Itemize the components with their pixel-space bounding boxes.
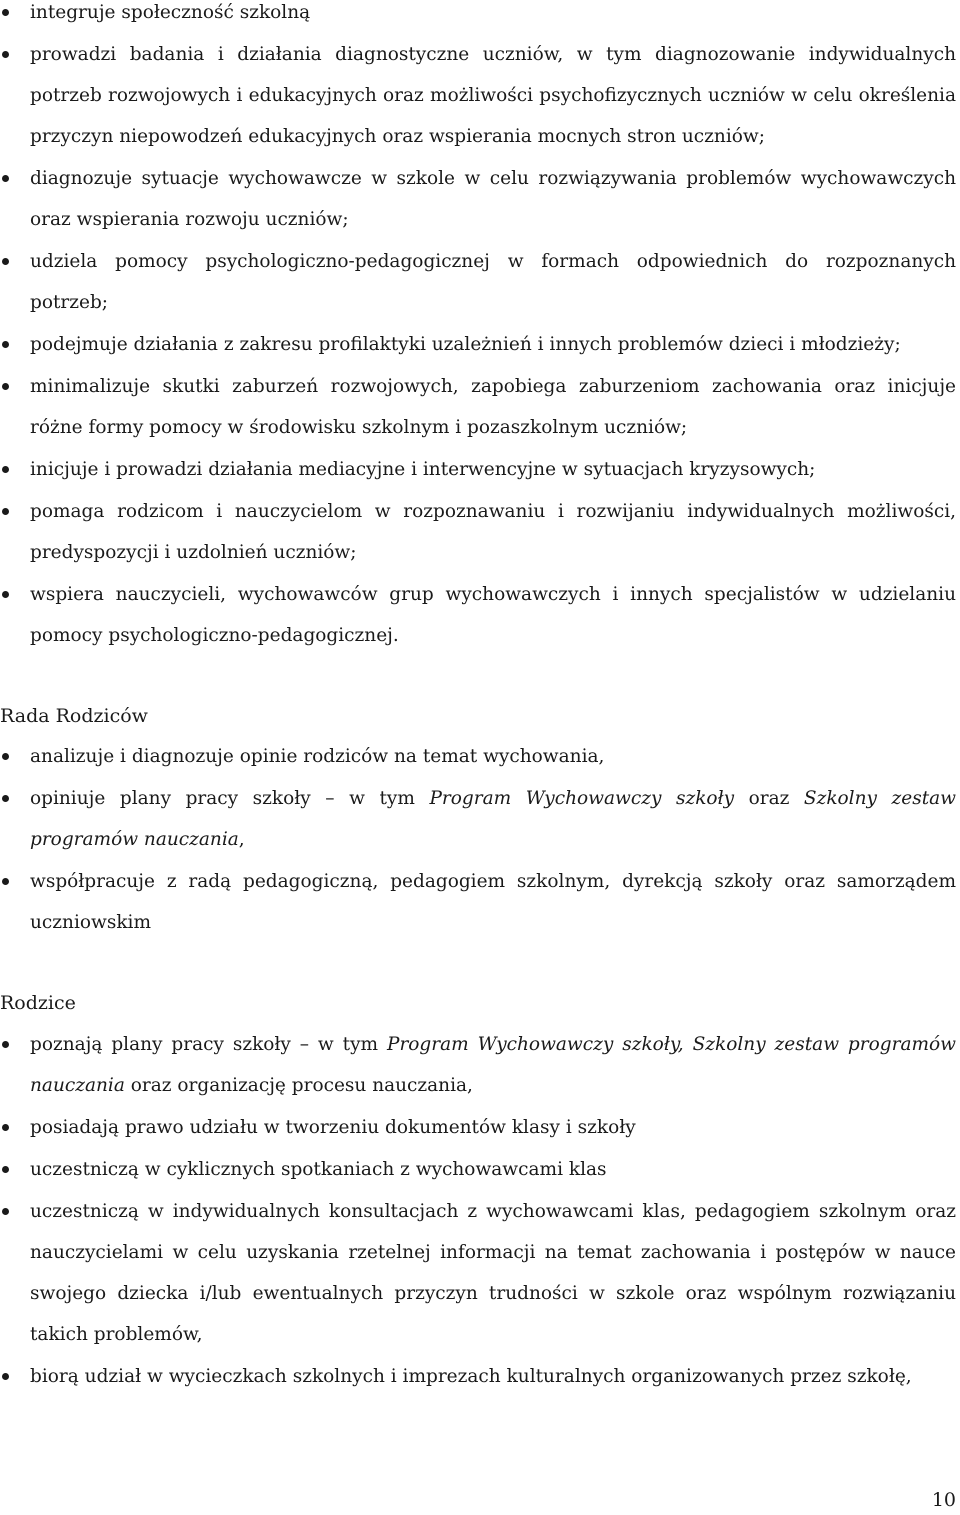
italic-title: Szkolny zestaw programów nauczania xyxy=(30,788,956,850)
list-item: wspiera nauczycieli, wychowawców grup wychowawczych i innych specjalistów w udzielaniu pomocy psychologiczno-pedagogicznej. xyxy=(0,574,960,656)
italic-title: Program Wychowawczy szkoły, Szkolny zestaw programów nauczania xyxy=(30,1034,956,1096)
list-item: pomaga rodzicom i nauczycielom w rozpoznawaniu i rozwijaniu indywidualnych możliwości, predyspozycji i uzdolnień uczniów; xyxy=(0,491,960,573)
rodzice-list xyxy=(0,1024,960,1398)
list-item: biorą udział w wycieczkach szkolnych i imprezach kulturalnych organizowanych przez szkołę, xyxy=(0,1356,960,1397)
list-item: udziela pomocy psychologiczno-pedagogicznej w formach odpowiednich do rozpoznanych potrzeb; xyxy=(0,241,960,323)
list-item: prowadzi badania i działania diagnostyczne uczniów, w tym diagnozowanie indywidualnych potrzeb rozwojowych i edukacyjnych oraz możliwości psychofizycznych uczniów w celu określenia przyczyn niepowodzeń edukacyjnych oraz wspierania mocnych stron uczniów; xyxy=(0,34,960,157)
list-item: inicjuje i prowadzi działania mediacyjne i interwencyjne w sytuacjach kryzysowych; xyxy=(0,449,960,490)
page-number: 10 xyxy=(931,1489,956,1511)
section-heading-rodzice: Rodzice xyxy=(0,992,76,1014)
section-heading-rada-rodzicow: Rada Rodziców xyxy=(0,705,148,727)
list-item: uczestniczą w cyklicznych spotkaniach z wychowawcami klas xyxy=(0,1149,960,1190)
list-item: podejmuje działania z zakresu profilaktyki uzależnień i innych problemów dzieci i młodzieży; xyxy=(0,324,960,365)
list-item: uczestniczą w indywidualnych konsultacjach z wychowawcami klas, pedagogiem szkolnym oraz nauczycielami w celu uzyskania rzetelnej informacji na temat zachowania i postępów w nauce swojego dziecka i/lub ewentualnych przyczyn trudności w szkole oraz wspólnym rozwiązaniu takich problemów, xyxy=(0,1191,960,1355)
list-item: analizuje i diagnozuje opinie rodziców na temat wychowania, xyxy=(0,736,960,777)
list-item: posiadają prawo udziału w tworzeniu dokumentów klasy i szkoły xyxy=(0,1107,960,1148)
list-item: integruje społeczność szkolną xyxy=(0,0,960,33)
list-item: opiniuje plany pracy szkoły – w tym Program Wychowawczy szkoły oraz Szkolny zestaw programów nauczania, xyxy=(0,778,960,860)
list-item: minimalizuje skutki zaburzeń rozwojowych, zapobiega zaburzeniom zachowania oraz inicjuje różne formy pomocy w środowisku szkolnym i pozaszkolnym uczniów; xyxy=(0,366,960,448)
italic-title: Program Wychowawczy szkoły xyxy=(429,788,735,809)
list-item: poznają plany pracy szkoły – w tym Program Wychowawczy szkoły, Szkolny zestaw programów nauczania oraz organizację procesu nauczania, xyxy=(0,1024,960,1106)
list-item: współpracuje z radą pedagogiczną, pedagogiem szkolnym, dyrekcją szkoły oraz samorządem uczniowskim xyxy=(0,861,960,943)
list-item: diagnozuje sytuacje wychowawcze w szkole w celu rozwiązywania problemów wychowawczych oraz wspierania rozwoju uczniów; xyxy=(0,158,960,240)
rada-rodzicow-list xyxy=(0,736,960,944)
responsibilities-list xyxy=(0,0,960,657)
